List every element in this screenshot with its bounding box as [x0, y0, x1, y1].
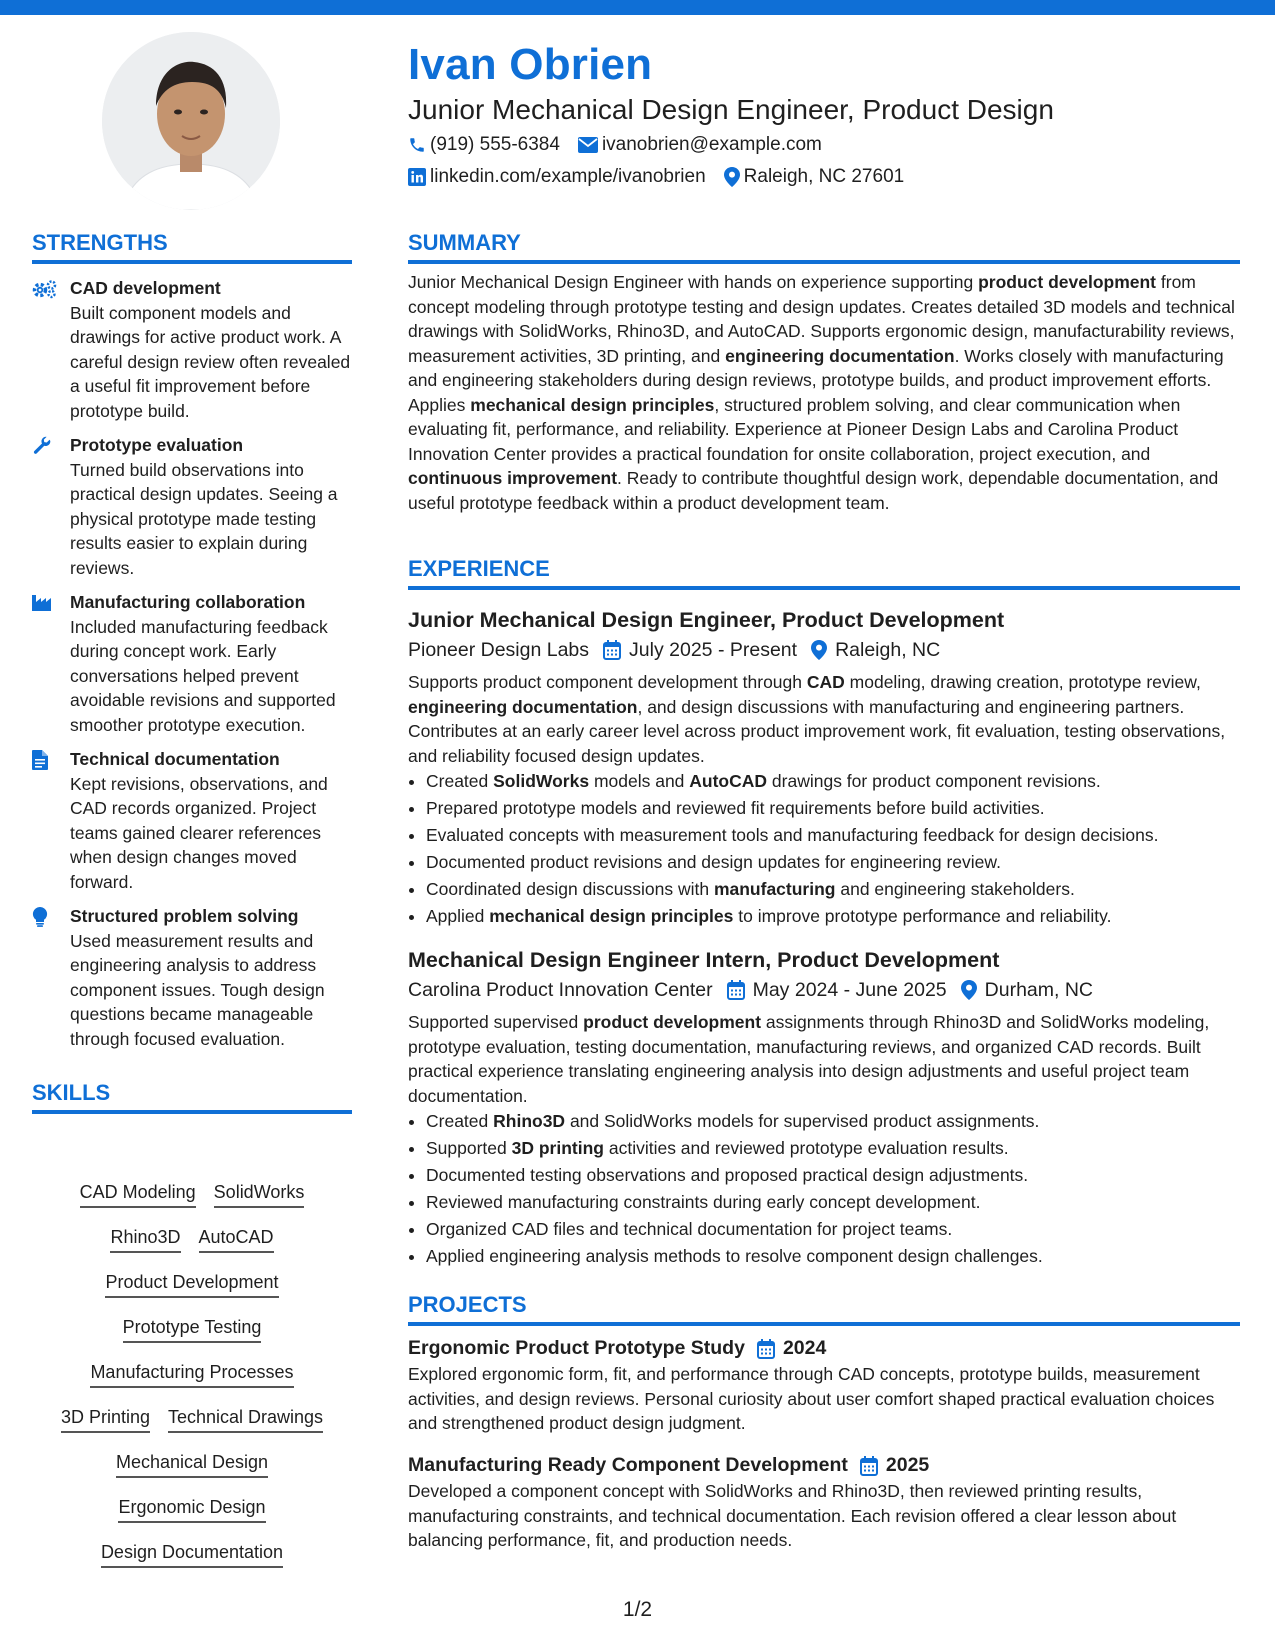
skill-tag: SolidWorks — [214, 1180, 305, 1208]
strengths-list — [32, 276, 352, 1061]
skill-tag: Technical Drawings — [168, 1405, 323, 1433]
bullet-item: • Prepared prototype models and reviewed fit requirements before build activities. — [426, 795, 1240, 822]
wrench-icon — [32, 436, 52, 456]
strengths-heading: STRENGTHS — [32, 230, 352, 264]
industry-icon — [32, 593, 52, 611]
bullet-item: • Reviewed manufacturing constraints during early concept development. — [426, 1189, 1240, 1216]
job-description — [408, 1010, 1240, 1108]
strength-item — [32, 433, 352, 580]
calendar-icon — [860, 1456, 878, 1476]
strength-item — [32, 276, 352, 423]
job-entry — [408, 606, 1240, 930]
job-entry — [408, 946, 1240, 1270]
job-title: Mechanical Design Engineer Intern, Product Development — [408, 948, 1000, 972]
bullet-item: • Documented testing observations and proposed practical design adjustments. — [426, 1162, 1240, 1189]
email-text: ivanobrien@example.com — [601, 134, 822, 155]
summary-seg-bold: product development — [978, 272, 1157, 292]
job-bullets — [408, 768, 1240, 930]
bullet-item: • Created Rhino3D and SolidWorks models for supervised product assignments. — [426, 1108, 1240, 1135]
bullet-item: • Evaluated concepts with measurement tools and manufacturing feedback for design decisions. — [426, 822, 1240, 849]
phone-text: (919) 555-6384 — [430, 134, 560, 155]
contact-row-1 — [408, 134, 840, 156]
phone[interactable] — [408, 134, 560, 156]
bullet-item: • Coordinated design discussions with manufacturing and engineering stakeholders. — [426, 876, 1240, 903]
job-meta — [408, 636, 1240, 664]
document-icon — [32, 750, 48, 770]
skill-tag: Prototype Testing — [123, 1315, 262, 1343]
skills-heading: SKILLS — [32, 1080, 352, 1114]
project-entry — [408, 1452, 1240, 1553]
skill-tag: Rhino3D — [110, 1225, 180, 1253]
job-meta — [408, 976, 1240, 1004]
job-location — [961, 976, 1093, 1004]
skill-tag: Mechanical Design — [116, 1450, 268, 1478]
summary-heading: SUMMARY — [408, 230, 1240, 264]
project-header — [408, 1335, 1240, 1362]
strength-title: CAD development — [70, 278, 221, 298]
job-company: Carolina Product Innovation Center — [408, 979, 713, 1001]
summary-seg-bold: continuous improvement — [408, 468, 618, 488]
bullet-item: • Supported 3D printing activities and reviewed prototype evaluation results. — [426, 1135, 1240, 1162]
job-location-text: Raleigh, NC — [835, 639, 941, 661]
skill-tag: Design Documentation — [101, 1540, 283, 1568]
job-title: Junior Mechanical Design Engineer, Product Development — [408, 608, 1005, 632]
job-dates-text: May 2024 - June 2025 — [752, 979, 947, 1001]
projects-heading: PROJECTS — [408, 1292, 1240, 1326]
linkedin-icon — [408, 168, 426, 186]
strength-desc: Kept revisions, observations, and CAD records organized. Project teams gained clearer references when design changes moved forward. — [70, 773, 328, 892]
bullet-item: • Created SolidWorks models and AutoCAD drawings for product component revisions. — [426, 768, 1240, 795]
phone-icon — [408, 136, 426, 154]
location — [724, 166, 905, 188]
strength-title: Structured problem solving — [70, 906, 299, 926]
project-description: Explored ergonomic form, fit, and performance through CAD concepts, prototype builds, measurement activities, and design reviews. Personal curiosity about user comfort shaped practical evaluation choices and strengthened product design judgment. — [408, 1364, 1215, 1433]
bullet-item: • Documented product revisions and design updates for engineering review. — [426, 849, 1240, 876]
bullet-item: • Applied mechanical design principles to improve prototype performance and reliability. — [426, 903, 1240, 930]
location-text: Raleigh, NC 27601 — [743, 166, 905, 187]
location-pin-icon — [724, 167, 740, 187]
skill-tag: Ergonomic Design — [118, 1495, 265, 1523]
skill-tag: Manufacturing Processes — [90, 1360, 293, 1388]
calendar-icon — [757, 1339, 775, 1359]
desc-seg: , and design discussions with manufacturing and engineering partners. Contributes at an early career level across product improvement work, fit evaluation, testing observations, and reliability focused design updates. — [408, 696, 1226, 766]
skill-tag: CAD Modeling — [80, 1180, 196, 1208]
calendar-icon — [603, 640, 621, 660]
strength-desc: Included manufacturing feedback during concept work. Early conversations helped prevent avoidable revisions and supported smoother prototype execution. — [70, 616, 336, 735]
calendar-icon — [727, 980, 745, 1000]
location-pin-icon — [961, 980, 977, 1000]
skill-tag: AutoCAD — [199, 1225, 274, 1253]
experience-heading: EXPERIENCE — [408, 556, 1240, 590]
summary-seg-bold: mechanical design principles — [470, 394, 715, 415]
summary-seg: from concept modeling through prototype testing and design updates. Creates detailed 3D models and technical drawings with SolidWorks, Rhino3D, and AutoCAD. Supports ergonomic design, manufacturability reviews, measurement activities, 3D printing, and — [408, 272, 1235, 366]
lightbulb-icon — [32, 907, 48, 927]
skill-tag: 3D Printing — [61, 1405, 150, 1433]
bullet-item: • Organized CAD files and technical documentation for project teams. — [426, 1216, 1240, 1243]
project-header — [408, 1452, 1240, 1479]
strength-item — [32, 747, 352, 894]
job-dates — [603, 636, 797, 664]
project-title: Ergonomic Product Prototype Study — [408, 1337, 745, 1359]
job-company: Pioneer Design Labs — [408, 639, 590, 661]
email-icon — [578, 137, 598, 153]
project-description: Developed a component concept with SolidWorks and Rhino3D, then reviewed printing results, manufacturing constraints, and technical documentation. Each revision offered a clear lesson about balancing performance, fit, and production needs. — [408, 1481, 1177, 1550]
contact-row-2 — [408, 166, 922, 188]
gears-icon — [32, 279, 58, 299]
job-bullets — [408, 1108, 1240, 1270]
strength-title: Technical documentation — [70, 749, 280, 769]
bullet-item: • Applied engineering analysis methods to resolve component design challenges. — [426, 1243, 1240, 1270]
desc-seg-bold: product development — [583, 1012, 762, 1032]
strength-desc: Built component models and drawings for active product work. A careful design review often revealed a useful fit improvement before prototype build. — [70, 302, 351, 421]
project-year: 2025 — [885, 1454, 930, 1476]
profile-photo — [102, 32, 280, 210]
summary-seg-bold: engineering documentation — [725, 345, 955, 366]
email[interactable] — [578, 134, 822, 156]
job-dates-text: July 2025 - Present — [629, 639, 798, 661]
desc-seg: Supports product component development through — [408, 672, 807, 692]
strength-desc: Used measurement results and engineering analysis to address component issues. Tough design questions became manageable through focused evaluation. — [70, 930, 325, 1049]
candidate-name: Ivan Obrien — [408, 40, 653, 89]
page-number: 1/2 — [622, 1598, 653, 1621]
linkedin-text: linkedin.com/example/ivanobrien — [430, 166, 706, 187]
desc-seg: modeling, drawing creation, prototype review, — [844, 672, 1201, 692]
job-dates — [727, 976, 947, 1004]
project-year: 2024 — [782, 1337, 827, 1359]
location-pin-icon — [811, 640, 827, 660]
summary-seg: . Works closely with manufacturing and engineering stakeholders during design reviews, prototype builds, and product improvement efforts. Applies — [408, 345, 1224, 415]
job-location — [811, 636, 940, 664]
strength-title: Manufacturing collaboration — [70, 592, 306, 612]
summary-seg: . Ready to contribute thoughtful design work, dependable documentation, and useful prototype feedback within a product development team. — [408, 468, 1219, 513]
strength-item — [32, 590, 352, 737]
strength-desc: Turned build observations into practical design updates. Seeing a physical prototype made testing results easier to explain during reviews. — [70, 459, 338, 578]
project-entry — [408, 1335, 1240, 1436]
summary-text — [408, 270, 1240, 515]
desc-seg: assignments through Rhino3D and SolidWorks modeling, prototype evaluation, testing documentation, manufacturing reviews, and organized CAD records. Built practical experience translating engineering analysis into design adjustments and useful project team documentation. — [408, 1012, 1210, 1106]
desc-seg-bold: engineering documentation — [408, 696, 638, 717]
job-description — [408, 670, 1240, 768]
skills-list — [32, 1180, 352, 1585]
strength-title: Prototype evaluation — [70, 435, 244, 455]
summary-seg: Junior Mechanical Design Engineer with hands on experience supporting — [408, 272, 979, 292]
job-location-text: Durham, NC — [984, 979, 1094, 1001]
desc-seg-bold: CAD — [806, 672, 845, 692]
desc-seg: Supported supervised — [408, 1012, 584, 1032]
linkedin[interactable] — [408, 166, 706, 188]
strength-item — [32, 904, 352, 1051]
skill-tag: Product Development — [105, 1270, 278, 1298]
candidate-role: Junior Mechanical Design Engineer, Product Design — [408, 94, 1054, 125]
top-accent-bar — [0, 0, 1275, 15]
summary-seg: , structured problem solving, and clear communication when evaluating fit, performance, and reliability. Experience at Pioneer Design Labs and Carolina Product Innovation Center provides a practical foundation for onsite collaboration, project execution, and — [408, 394, 1181, 464]
project-title: Manufacturing Ready Component Development — [408, 1454, 848, 1476]
